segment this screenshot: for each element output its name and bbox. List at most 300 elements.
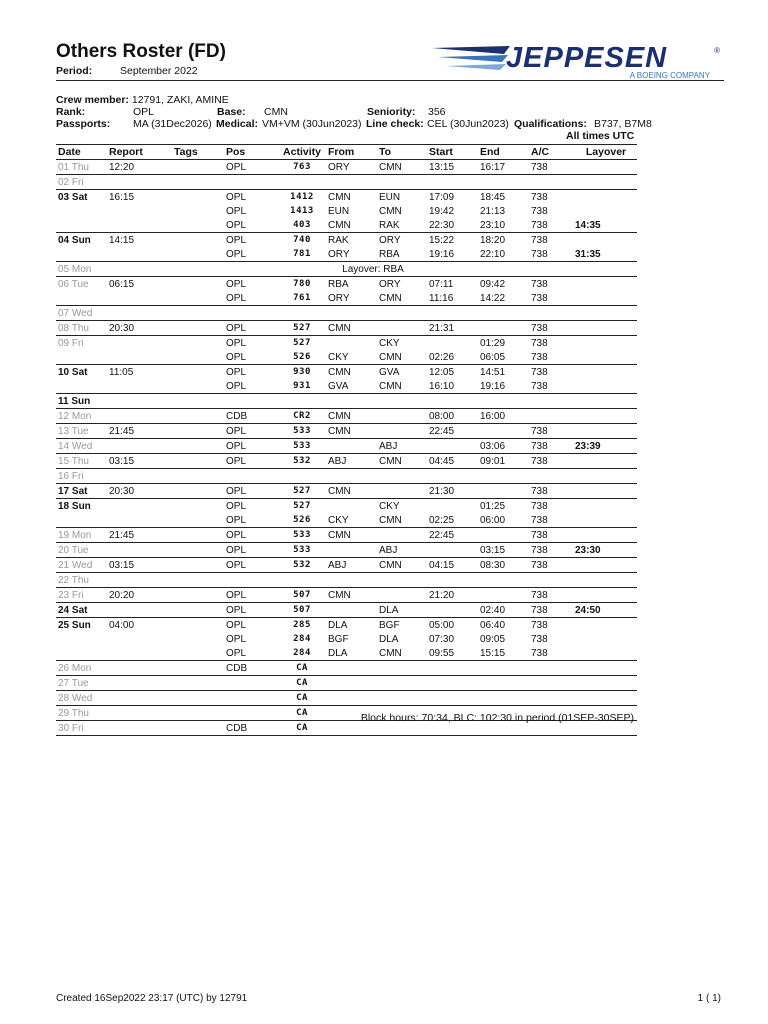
cell-layover bbox=[573, 676, 637, 691]
cell-ac bbox=[529, 661, 573, 676]
cell-from: CMN bbox=[326, 424, 377, 439]
cell-date: 15 Thu bbox=[56, 454, 107, 469]
roster-row bbox=[56, 618, 637, 633]
logo-wordmark: JEPPESEN bbox=[506, 42, 668, 74]
cell-from bbox=[326, 336, 377, 351]
cell-report bbox=[107, 469, 172, 484]
cell-tags bbox=[172, 247, 224, 262]
cell-pos: CDB bbox=[224, 661, 276, 676]
cell-date: 30 Fri bbox=[56, 721, 107, 736]
cell-to: CKY bbox=[377, 336, 427, 351]
cell-pos: OPL bbox=[224, 528, 276, 543]
cell-tags bbox=[172, 499, 224, 514]
cell-start bbox=[427, 336, 478, 351]
logo-subtitle: A BOEING COMPANY bbox=[629, 71, 710, 80]
cell-tags bbox=[172, 543, 224, 558]
cell-to: RAK bbox=[379, 219, 400, 231]
cell-activity: 1413 bbox=[290, 206, 314, 216]
cell-tags bbox=[172, 618, 224, 633]
cell-tags bbox=[172, 394, 224, 409]
cell-date bbox=[56, 204, 107, 218]
cell-report bbox=[107, 513, 172, 528]
cell-activity: 533 bbox=[276, 528, 326, 543]
cell-tags bbox=[172, 306, 224, 321]
cell-layover bbox=[573, 204, 637, 218]
roster-row bbox=[56, 484, 637, 499]
col-header-date: Date bbox=[56, 145, 107, 160]
cell-date: 19 Mon bbox=[56, 528, 107, 543]
cell-activity: 1412 bbox=[276, 190, 326, 205]
block-hours-summary: Block hours: 70:34, BLC: 102:30 in period (01SEP-30SEP) bbox=[360, 712, 634, 724]
cell-start bbox=[427, 439, 478, 454]
cell-from: CMN bbox=[326, 528, 377, 543]
cell-pos: OPL bbox=[224, 484, 276, 499]
cell-report bbox=[107, 543, 172, 558]
cell-start: 16:10 bbox=[429, 380, 455, 392]
cell-end: 22:10 bbox=[480, 248, 506, 260]
cell-date: 26 Mon bbox=[56, 661, 107, 676]
cell-from: ORY bbox=[328, 248, 350, 260]
roster-row bbox=[56, 350, 637, 365]
cell-date: 07 Wed bbox=[56, 306, 107, 321]
cell-activity: 527 bbox=[276, 336, 326, 351]
cell-from: CMN bbox=[328, 219, 351, 231]
cell-tags bbox=[172, 528, 224, 543]
cell-layover bbox=[573, 409, 637, 424]
col-header-tags: Tags bbox=[172, 145, 224, 160]
cell-layover bbox=[573, 618, 637, 633]
cell-layover: 14:35 bbox=[575, 219, 601, 231]
cell-tags bbox=[172, 160, 224, 175]
cell-activity: CA bbox=[276, 721, 326, 736]
cell-report: 20:30 bbox=[107, 321, 172, 336]
cell-ac: 738 bbox=[529, 588, 573, 603]
seniority-label: Seniority: bbox=[367, 106, 416, 118]
cell-start: 21:30 bbox=[427, 484, 478, 499]
cell-start bbox=[427, 306, 478, 321]
col-header-end: End bbox=[478, 145, 529, 160]
cell-layover: 23:30 bbox=[573, 543, 637, 558]
cell-layover bbox=[573, 424, 637, 439]
cell-pos bbox=[224, 706, 276, 721]
cell-ac bbox=[529, 469, 573, 484]
cell-activity: 930 bbox=[276, 365, 326, 380]
cell-tags bbox=[172, 513, 224, 528]
cell-to bbox=[377, 573, 427, 588]
roster-header-row bbox=[56, 145, 637, 160]
cell-activity: 527 bbox=[276, 321, 326, 336]
cell-tags bbox=[172, 484, 224, 499]
cell-to bbox=[377, 661, 427, 676]
cell-date: 18 Sun bbox=[56, 499, 107, 514]
cell-tags bbox=[172, 454, 224, 469]
cell-to: ABJ bbox=[377, 543, 427, 558]
cell-ac: 738 bbox=[529, 603, 573, 618]
cell-from: CMN bbox=[326, 484, 377, 499]
cell-start: 08:00 bbox=[427, 409, 478, 424]
cell-from: ABJ bbox=[326, 454, 377, 469]
cell-from bbox=[326, 439, 377, 454]
cell-report: 04:00 bbox=[107, 618, 172, 633]
cell-layover: 24:50 bbox=[573, 603, 637, 618]
cell-ac: 738 bbox=[529, 454, 573, 469]
roster-row bbox=[56, 691, 637, 706]
cell-report bbox=[107, 218, 172, 233]
time-zone-note: All times UTC bbox=[566, 130, 635, 142]
cell-from: CMN bbox=[326, 190, 377, 205]
cell-tags bbox=[172, 676, 224, 691]
cell-date: 21 Wed bbox=[56, 558, 107, 573]
header-divider bbox=[56, 80, 724, 81]
cell-from: EUN bbox=[328, 205, 350, 217]
cell-layover bbox=[573, 528, 637, 543]
cell-tags bbox=[172, 175, 224, 190]
roster-row bbox=[56, 528, 637, 543]
cell-ac: 738 bbox=[531, 351, 548, 363]
cell-start: 07:11 bbox=[427, 277, 478, 292]
cell-date: 16 Fri bbox=[56, 469, 107, 484]
cell-ac: 738 bbox=[529, 528, 573, 543]
col-header-pos: Pos bbox=[224, 145, 276, 160]
cell-start: 11:16 bbox=[429, 292, 454, 304]
cell-start: 09:55 bbox=[429, 647, 455, 659]
cell-activity: 931 bbox=[293, 381, 311, 391]
cell-from: ORY bbox=[326, 160, 377, 175]
cell-report: 21:45 bbox=[107, 528, 172, 543]
cell-end: 23:10 bbox=[480, 219, 506, 231]
cell-end bbox=[478, 676, 529, 691]
cell-from bbox=[326, 603, 377, 618]
cell-ac: 738 bbox=[529, 499, 573, 514]
cell-activity: CR2 bbox=[276, 409, 326, 424]
cell-ac: 738 bbox=[531, 248, 548, 260]
cell-activity bbox=[276, 306, 326, 321]
roster-row bbox=[56, 632, 637, 646]
cell-report bbox=[107, 691, 172, 706]
cell-layover bbox=[573, 160, 637, 175]
cell-activity: 533 bbox=[276, 543, 326, 558]
cell-to: ABJ bbox=[377, 439, 427, 454]
cell-start bbox=[427, 175, 478, 190]
cell-ac: 738 bbox=[531, 205, 548, 217]
layover-note: Layover: RBA bbox=[107, 262, 637, 277]
roster-row bbox=[56, 394, 637, 409]
cell-ac: 738 bbox=[529, 618, 573, 633]
cell-activity: CA bbox=[276, 691, 326, 706]
cell-pos bbox=[224, 306, 276, 321]
cell-pos: OPL bbox=[226, 292, 247, 304]
cell-ac: 738 bbox=[529, 424, 573, 439]
cell-tags bbox=[172, 409, 224, 424]
cell-end bbox=[478, 175, 529, 190]
cell-date bbox=[56, 291, 107, 306]
cell-start bbox=[427, 573, 478, 588]
cell-ac: 738 bbox=[529, 439, 573, 454]
cell-report bbox=[107, 632, 172, 646]
cell-layover bbox=[573, 499, 637, 514]
cell-ac bbox=[529, 394, 573, 409]
cell-date: 14 Wed bbox=[56, 439, 107, 454]
cell-to: BGF bbox=[377, 618, 427, 633]
cell-from: ORY bbox=[328, 292, 350, 304]
cell-activity: 507 bbox=[276, 603, 326, 618]
cell-pos: OPL bbox=[224, 603, 276, 618]
cell-ac bbox=[529, 306, 573, 321]
cell-pos: OPL bbox=[224, 558, 276, 573]
cell-to: CMN bbox=[379, 292, 402, 304]
cell-report bbox=[107, 439, 172, 454]
cell-pos: OPL bbox=[224, 543, 276, 558]
cell-to bbox=[377, 528, 427, 543]
cell-pos: OPL bbox=[224, 160, 276, 175]
cell-from: CKY bbox=[328, 514, 349, 526]
period-value: September 2022 bbox=[120, 65, 198, 77]
cell-layover bbox=[573, 336, 637, 351]
cell-activity: 780 bbox=[276, 277, 326, 292]
cell-report: 03:15 bbox=[107, 454, 172, 469]
cell-tags bbox=[172, 558, 224, 573]
roster-row bbox=[56, 218, 637, 233]
cell-date bbox=[56, 646, 107, 661]
cell-start: 05:00 bbox=[427, 618, 478, 633]
cell-start bbox=[427, 499, 478, 514]
cell-to bbox=[377, 691, 427, 706]
roster-row bbox=[56, 291, 637, 306]
col-header-start: Start bbox=[427, 145, 478, 160]
cell-activity: 761 bbox=[293, 293, 311, 303]
cell-pos: OPL bbox=[224, 365, 276, 380]
cell-start: 12:05 bbox=[427, 365, 478, 380]
cell-layover bbox=[573, 394, 637, 409]
cell-date: 06 Tue bbox=[56, 277, 107, 292]
cell-pos bbox=[224, 691, 276, 706]
cell-layover bbox=[573, 291, 637, 306]
cell-start: 13:15 bbox=[427, 160, 478, 175]
cell-tags bbox=[172, 277, 224, 292]
roster-row bbox=[56, 646, 637, 661]
cell-to bbox=[377, 321, 427, 336]
cell-tags bbox=[172, 350, 224, 365]
cell-report: 03:15 bbox=[107, 558, 172, 573]
cell-to bbox=[377, 306, 427, 321]
cell-report bbox=[107, 661, 172, 676]
roster-row bbox=[56, 175, 637, 190]
cell-report bbox=[107, 306, 172, 321]
cell-report: 12:20 bbox=[107, 160, 172, 175]
cell-ac: 738 bbox=[531, 514, 548, 526]
cell-activity: 507 bbox=[276, 588, 326, 603]
cell-tags bbox=[172, 469, 224, 484]
base-label: Base: bbox=[217, 106, 246, 118]
medical-value: VM+VM (30Jun2023) bbox=[262, 118, 362, 130]
cell-from: DLA bbox=[328, 647, 348, 659]
cell-date: 03 Sat bbox=[56, 190, 107, 205]
roster-row bbox=[56, 513, 637, 528]
cell-pos: OPL bbox=[224, 336, 276, 351]
cell-end: 06:05 bbox=[480, 351, 506, 363]
cell-end: 09:01 bbox=[478, 454, 529, 469]
cell-layover: 23:39 bbox=[573, 439, 637, 454]
col-header-layover: Layover bbox=[573, 145, 637, 160]
cell-report bbox=[107, 676, 172, 691]
cell-date: 28 Wed bbox=[56, 691, 107, 706]
cell-end: 14:51 bbox=[478, 365, 529, 380]
cell-date bbox=[56, 513, 107, 528]
cell-ac: 738 bbox=[529, 277, 573, 292]
cell-pos: OPL bbox=[224, 439, 276, 454]
cell-report bbox=[107, 204, 172, 218]
qualifications-value: B737, B7M8 bbox=[594, 118, 652, 130]
cell-ac: 738 bbox=[531, 647, 548, 659]
cell-to: CMN bbox=[379, 205, 402, 217]
cell-activity: 526 bbox=[293, 515, 311, 525]
cell-layover bbox=[573, 277, 637, 292]
cell-date: 17 Sat bbox=[56, 484, 107, 499]
cell-end: 18:45 bbox=[478, 190, 529, 205]
cell-activity: 533 bbox=[276, 439, 326, 454]
crew-member-value: 12791, ZAKI, AMINE bbox=[131, 94, 229, 106]
cell-activity: 532 bbox=[276, 558, 326, 573]
cell-start: 19:16 bbox=[429, 248, 455, 260]
period-label: Period: bbox=[56, 65, 93, 77]
cell-report: 20:30 bbox=[107, 484, 172, 499]
cell-end: 21:13 bbox=[480, 205, 506, 217]
cell-start bbox=[427, 603, 478, 618]
roster-row bbox=[56, 365, 637, 380]
cell-end bbox=[478, 306, 529, 321]
cell-pos: OPL bbox=[224, 588, 276, 603]
cell-report bbox=[107, 291, 172, 306]
roster-row bbox=[56, 588, 637, 603]
line-check-label: Line check: bbox=[366, 118, 424, 130]
cell-tags bbox=[172, 233, 224, 248]
cell-date: 11 Sun bbox=[56, 394, 107, 409]
cell-from bbox=[326, 499, 377, 514]
col-header-from: From bbox=[326, 145, 377, 160]
cell-start bbox=[427, 394, 478, 409]
qualifications-label: Qualifications: bbox=[514, 118, 587, 130]
cell-report bbox=[107, 409, 172, 424]
cell-report: 21:45 bbox=[107, 424, 172, 439]
jeppesen-logo bbox=[432, 42, 724, 82]
cell-report bbox=[107, 603, 172, 618]
cell-date: 02 Fri bbox=[56, 175, 107, 190]
cell-layover bbox=[573, 646, 637, 661]
cell-layover bbox=[573, 661, 637, 676]
cell-tags bbox=[172, 646, 224, 661]
cell-start: 22:30 bbox=[429, 219, 455, 231]
cell-end: 15:15 bbox=[480, 647, 506, 659]
roster-row bbox=[56, 160, 637, 175]
roster-row bbox=[56, 469, 637, 484]
cell-tags bbox=[172, 291, 224, 306]
cell-date: 08 Thu bbox=[56, 321, 107, 336]
cell-to: DLA bbox=[379, 633, 399, 645]
cell-pos bbox=[224, 394, 276, 409]
cell-report bbox=[107, 336, 172, 351]
cell-activity: 284 bbox=[293, 648, 311, 658]
cell-from bbox=[326, 573, 377, 588]
cell-pos: OPL bbox=[226, 248, 247, 260]
cell-report bbox=[107, 706, 172, 721]
cell-ac: 738 bbox=[529, 336, 573, 351]
cell-from: DLA bbox=[326, 618, 377, 633]
cell-from bbox=[326, 306, 377, 321]
cell-pos: OPL bbox=[224, 454, 276, 469]
roster-row bbox=[56, 306, 637, 321]
roster-row bbox=[56, 558, 637, 573]
cell-to: GVA bbox=[377, 365, 427, 380]
roster-row bbox=[56, 336, 637, 351]
cell-pos bbox=[224, 469, 276, 484]
cell-ac: 738 bbox=[531, 633, 548, 645]
cell-end bbox=[478, 424, 529, 439]
cell-layover bbox=[573, 558, 637, 573]
cell-activity: 526 bbox=[293, 352, 311, 362]
cell-tags bbox=[172, 573, 224, 588]
cell-date: 12 Mon bbox=[56, 409, 107, 424]
cell-tags bbox=[172, 661, 224, 676]
col-header-report: Report bbox=[107, 145, 172, 160]
cell-end: 06:40 bbox=[478, 618, 529, 633]
cell-activity: 527 bbox=[276, 499, 326, 514]
cell-ac: 738 bbox=[529, 558, 573, 573]
cell-layover bbox=[573, 175, 637, 190]
cell-layover bbox=[573, 484, 637, 499]
cell-pos: OPL bbox=[226, 647, 247, 659]
cell-pos: OPL bbox=[226, 633, 247, 645]
cell-layover: 31:35 bbox=[575, 248, 601, 260]
cell-date: 10 Sat bbox=[56, 365, 107, 380]
cell-pos: CDB bbox=[224, 721, 276, 736]
cell-end bbox=[478, 661, 529, 676]
cell-report bbox=[107, 379, 172, 394]
rank-value: OPL bbox=[133, 106, 155, 118]
cell-to: CMN bbox=[379, 514, 402, 526]
cell-from bbox=[326, 394, 377, 409]
cell-pos: OPL bbox=[224, 618, 276, 633]
cell-tags bbox=[172, 321, 224, 336]
roster-row bbox=[56, 439, 637, 454]
cell-from: CKY bbox=[328, 351, 349, 363]
roster-row bbox=[56, 676, 637, 691]
cell-tags bbox=[172, 424, 224, 439]
cell-to: CMN bbox=[377, 160, 427, 175]
cell-activity: CA bbox=[276, 706, 326, 721]
cell-start bbox=[427, 543, 478, 558]
cell-end: 18:20 bbox=[478, 233, 529, 248]
cell-to bbox=[377, 175, 427, 190]
cell-date: 09 Fri bbox=[56, 336, 107, 351]
cell-ac bbox=[529, 676, 573, 691]
cell-start bbox=[427, 691, 478, 706]
cell-report bbox=[107, 721, 172, 736]
cell-start: 04:15 bbox=[427, 558, 478, 573]
cell-date: 27 Tue bbox=[56, 676, 107, 691]
cell-ac: 738 bbox=[529, 484, 573, 499]
cell-layover bbox=[573, 513, 637, 528]
cell-activity: CA bbox=[276, 676, 326, 691]
roster-row bbox=[56, 543, 637, 558]
cell-date bbox=[56, 632, 107, 646]
cell-to bbox=[377, 484, 427, 499]
cell-from: RBA bbox=[326, 277, 377, 292]
cell-from bbox=[326, 175, 377, 190]
cell-from: GVA bbox=[328, 380, 349, 392]
cell-activity bbox=[276, 394, 326, 409]
roster-row bbox=[56, 661, 637, 676]
cell-tags bbox=[172, 439, 224, 454]
